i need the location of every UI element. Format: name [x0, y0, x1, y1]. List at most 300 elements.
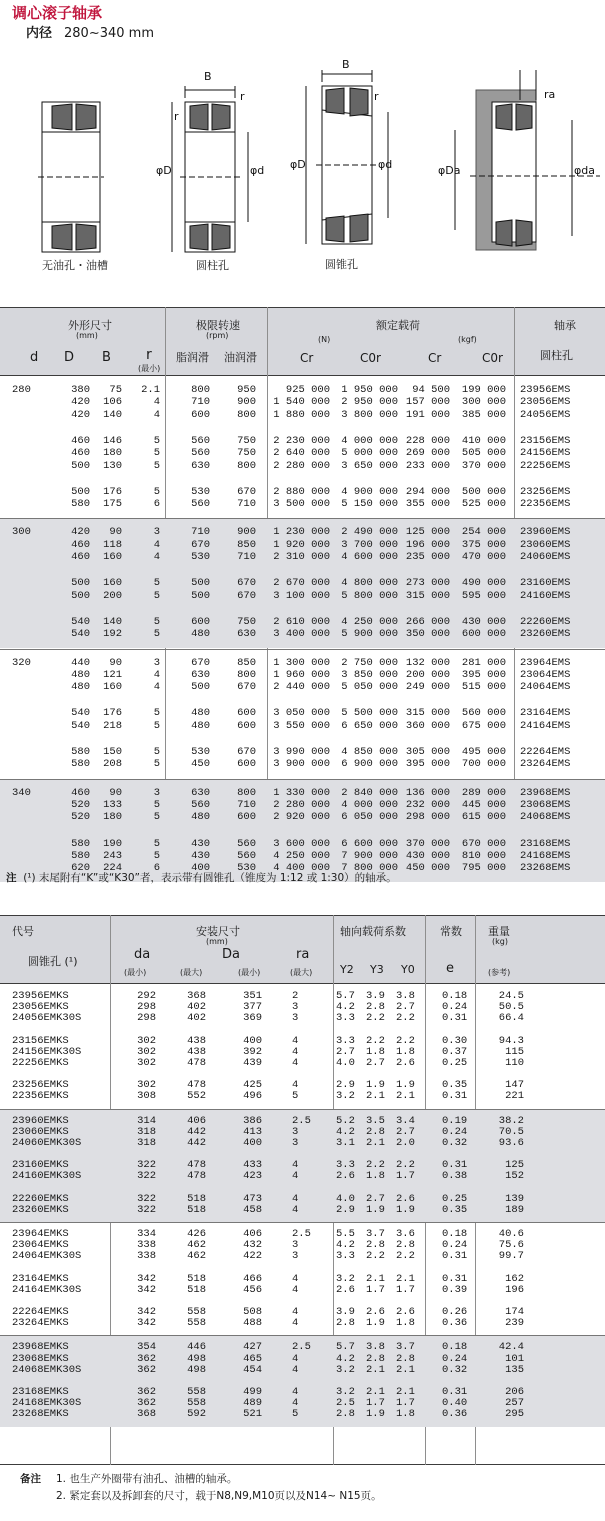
table2-cell: 24160EMK30S [12, 1170, 82, 1183]
table2-cell: 139 [505, 1192, 524, 1205]
table2-cell: 4 [292, 1352, 299, 1365]
table1-cell: 24160EMS [520, 589, 571, 602]
table2-cell: 558 [187, 1386, 206, 1398]
table1-cell: 24056EMS [520, 408, 571, 421]
table1-cell: 5 [153, 746, 160, 758]
label-b-cyl: B [204, 70, 212, 83]
table1-cell: 540 [71, 719, 90, 732]
table1-cell: 3 [153, 786, 160, 799]
table2-cell: 0.24 [442, 1352, 468, 1365]
table2-cell: 334 [137, 1228, 156, 1240]
header-oil: 油润滑 [224, 351, 257, 364]
table2-cell: 23964EMKS [12, 1228, 69, 1240]
table2-cell: 2.8 [396, 1352, 415, 1365]
table1-cell: 460 [71, 538, 90, 551]
label-d-taper: φd [378, 158, 393, 171]
table1-cell: 133 [103, 798, 122, 811]
footnote-label: 注 [6, 872, 17, 884]
table1-cell: 710 [191, 526, 210, 539]
table1-cell: 24156EMS [520, 447, 571, 460]
table2-cell: 406 [187, 1114, 206, 1127]
table1-cell: 125 000 [405, 526, 450, 539]
table1-cell: 595 000 [461, 589, 506, 602]
table1-cell: 106 [103, 396, 122, 409]
table2-cell: 2.6 [396, 1192, 415, 1205]
table2-cell: 23056EMKS [12, 1001, 69, 1014]
table1-cell: 800 [237, 459, 256, 472]
table2-cell: 1.7 [396, 1283, 415, 1296]
header-max-1: (最大) [180, 968, 203, 977]
header-weight: 重量 [488, 925, 510, 938]
table1-cell: 23960EMS [520, 526, 571, 539]
table2-cell: 2.8 [366, 1239, 385, 1252]
table2-top-rule [0, 915, 605, 916]
table1-cell: 520 [71, 811, 90, 824]
table2-cell: 4.0 [336, 1192, 355, 1205]
table1-cell: 850 [237, 656, 256, 669]
table1-cell: 5 [153, 447, 160, 460]
table1-cell: 269 000 [405, 447, 450, 460]
table2-cell: 3 [292, 1001, 299, 1014]
table1-cell: 1 230 000 [273, 526, 330, 539]
table1-cell: 710 [237, 798, 256, 811]
table2-cell: 5 [292, 1408, 299, 1421]
table1-cell: 580 [71, 849, 90, 862]
table2-cell: 438 [187, 1045, 206, 1058]
table2-cell: 174 [505, 1306, 524, 1318]
table2-cell: 2.2 [396, 1034, 415, 1047]
table2-cell: 456 [243, 1283, 262, 1296]
table1-cell: 180 [103, 447, 122, 460]
header-y2: Y2 [340, 963, 354, 976]
table1-cell: 540 [71, 615, 90, 628]
table2-cell: 427 [243, 1341, 262, 1354]
table1-cell: 218 [103, 719, 122, 732]
table1-cell: 200 000 [405, 668, 450, 681]
table1-cell: 4 [153, 551, 160, 563]
table2-cell: 4 [292, 1057, 299, 1069]
bearing-diagrams [0, 50, 605, 295]
table2-cell: 4.2 [336, 1239, 355, 1252]
table1-cell: 190 [103, 837, 122, 850]
table2-cell: 23156EMKS [12, 1034, 69, 1047]
table2-cell: 23956EMKS [12, 990, 69, 1002]
header-const: 常数 [440, 925, 462, 938]
table2-cell: 1.7 [366, 1397, 385, 1410]
table1-cell: 273 000 [405, 577, 450, 590]
table1-cell: 2 750 000 [341, 656, 398, 669]
table1-cell: 490 000 [461, 577, 506, 590]
table2-cell: 508 [243, 1306, 262, 1318]
table1-cell: 410 000 [461, 434, 506, 447]
table2-cell: 362 [137, 1363, 156, 1376]
table2-cell: 2.8 [336, 1317, 355, 1330]
table2-cell: 23160EMKS [12, 1159, 69, 1172]
table1-cell: 232 000 [405, 798, 450, 811]
header-load: 额定载荷 [376, 319, 420, 332]
table1-group-rule-320 [0, 649, 605, 650]
table2-cell: 2.1 [396, 1386, 415, 1398]
table2-cell: 4 [292, 1306, 299, 1318]
table2-cell: 2.1 [366, 1090, 385, 1103]
table1-cell: 22264EMS [520, 746, 571, 758]
header-cr: Cr [300, 351, 314, 365]
table2-cell: 552 [187, 1090, 206, 1103]
header-ref: (参考) [488, 968, 511, 977]
table2-cell: 0.35 [442, 1203, 468, 1216]
table2-cell: 221 [505, 1090, 524, 1103]
table1-cell: 795 000 [461, 862, 506, 875]
table1-cell: 3 100 000 [273, 589, 330, 602]
table2-cell: 0.18 [442, 1228, 468, 1240]
table2-cell: 22256EMKS [12, 1057, 69, 1069]
table1-cell: 23268EMS [520, 862, 571, 875]
table2-cell: 4.2 [336, 1125, 355, 1138]
table1-cell: 520 [71, 798, 90, 811]
table1-cell: 670 [237, 681, 256, 694]
table2-cell: 322 [137, 1203, 156, 1216]
table1-cell: 800 [191, 384, 210, 396]
notes-label: 备注 [20, 1473, 41, 1485]
table2-cell: 2.7 [366, 1192, 385, 1205]
table1-cell: 130 [103, 459, 122, 472]
table2-cell: 458 [243, 1203, 262, 1216]
table1-cell: 191 000 [405, 408, 450, 421]
table1-cell: 6 [153, 498, 160, 511]
table1-cell: 235 000 [405, 551, 450, 563]
table1-cell: 675 000 [461, 719, 506, 732]
table1-cell: 5 [153, 798, 160, 811]
table2-cell: 24068EMK30S [12, 1363, 82, 1376]
table2-cell: 392 [243, 1045, 262, 1058]
header-B: B [102, 350, 111, 365]
label-r-cyl-2: r [174, 110, 179, 123]
table1-cell: 530 [237, 862, 256, 875]
header-ra: ra [296, 947, 310, 962]
table1-cell: 355 000 [405, 498, 450, 511]
table1-cell: 192 [103, 628, 122, 641]
table2-cell: 50.5 [498, 1001, 524, 1014]
table2-cell: 558 [187, 1306, 206, 1318]
table1-cell: 24064EMS [520, 681, 571, 694]
table1-cell: 196 000 [405, 538, 450, 551]
label-Da: φDa [438, 164, 461, 177]
table1-cell: 4 [153, 668, 160, 681]
table2-cell: 23264EMKS [12, 1317, 69, 1330]
table1-cell: 7 900 000 [341, 849, 398, 862]
table1-cell: 470 000 [461, 551, 506, 563]
table1-cell: 380 [71, 384, 90, 396]
table1-cell: 5 000 000 [341, 447, 398, 460]
table2-cell: 496 [243, 1090, 262, 1103]
table1-cell: 3 [153, 656, 160, 669]
header-mount: 安装尺寸 [196, 925, 240, 938]
table1-cell: 670 000 [461, 837, 506, 850]
table1-cell: 430 000 [461, 615, 506, 628]
table2-cell: 2 [292, 990, 299, 1002]
cell-d: 280 [12, 384, 31, 396]
table2-cell: 2.8 [396, 1239, 415, 1252]
table2-cell: 23068EMKS [12, 1352, 69, 1365]
table1-cell: 23068EMS [520, 798, 571, 811]
table1-cell: 90 [109, 786, 122, 799]
table2-cell: 518 [187, 1203, 206, 1216]
table2-cell: 498 [187, 1352, 206, 1365]
table2-cell: 308 [137, 1090, 156, 1103]
table2-cell: 377 [243, 1001, 262, 1014]
table2-cell: 3.2 [336, 1386, 355, 1398]
table2-cell: 4 [292, 1034, 299, 1047]
table1-cell: 370 000 [405, 837, 450, 850]
table1-cell: 176 [103, 707, 122, 720]
table2-cell: 465 [243, 1352, 262, 1365]
table2-group-rule-3 [0, 1335, 605, 1336]
table1-cell: 460 [71, 447, 90, 460]
table1-cell: 266 000 [405, 615, 450, 628]
header-cor: C0r [360, 351, 381, 365]
table2-cell: 42.4 [498, 1341, 524, 1354]
table2-cell: 0.24 [442, 1239, 468, 1252]
label-D-cyl: φD [156, 164, 172, 177]
table2-cell: 2.2 [396, 1250, 415, 1263]
table2-cell: 338 [137, 1250, 156, 1263]
table1-cell: 560 000 [461, 707, 506, 720]
table1-cell: 480 [191, 719, 210, 732]
header-d: d [30, 350, 39, 365]
table2-cell: 298 [137, 1012, 156, 1025]
table2-cell: 162 [505, 1272, 524, 1285]
table2-cell: 2.1 [366, 1137, 385, 1149]
table1-cell: 24168EMS [520, 849, 571, 862]
table1-cell: 5 050 000 [341, 681, 398, 694]
table1-cell: 600 [191, 615, 210, 628]
table2-cell: 125 [505, 1159, 524, 1172]
table1-cell: 600 [237, 811, 256, 824]
header-y3: Y3 [370, 963, 384, 976]
table2-cell: 3.7 [396, 1341, 415, 1354]
table1-cell: 560 [191, 798, 210, 811]
table2-cell: 0.18 [442, 1341, 468, 1354]
table2-cell: 152 [505, 1170, 524, 1183]
table1-cell: 233 000 [405, 459, 450, 472]
table2-cell: 1.9 [366, 1408, 385, 1421]
table2-cell: 322 [137, 1170, 156, 1183]
label-D-taper: φD [290, 158, 306, 171]
table1-cell: 5 [153, 459, 160, 472]
table2-cell: 23164EMKS [12, 1272, 69, 1285]
table2-cell: 1.8 [366, 1170, 385, 1183]
table2-cell: 4 [292, 1363, 299, 1376]
table1-cell: 175 [103, 498, 122, 511]
table1-cell: 2 230 000 [273, 434, 330, 447]
header-cor-kgf: C0r [482, 351, 503, 365]
table2-cell: 24168EMK30S [12, 1397, 82, 1410]
table2-cell: 22260EMKS [12, 1192, 69, 1205]
table1-cell: 560 [191, 498, 210, 511]
table1-cell: 3 550 000 [273, 719, 330, 732]
table1-cell: 5 [153, 758, 160, 771]
table2-cell: 3.2 [336, 1090, 355, 1103]
table2-cell: 488 [243, 1317, 262, 1330]
table1-cell: 950 [237, 384, 256, 396]
table2-cell: 2.5 [292, 1228, 311, 1240]
table2-cell: 3.7 [366, 1228, 385, 1240]
table2-cell: 93.6 [498, 1137, 524, 1149]
table2-cell: 432 [243, 1239, 262, 1252]
table1-cell: 500 [191, 589, 210, 602]
table2-cell: 368 [137, 1408, 156, 1421]
header-grease: 脂润滑 [176, 351, 209, 364]
table2-cell: 478 [187, 1079, 206, 1092]
table1-cell: 6 [153, 862, 160, 875]
table1-cell: 4 850 000 [341, 746, 398, 758]
table1-cell: 560 [237, 849, 256, 862]
table1-cell: 630 [191, 459, 210, 472]
table2-cell: 0.18 [442, 990, 468, 1002]
table2-cell: 0.26 [442, 1306, 468, 1318]
table2-cell: 2.1 [366, 1272, 385, 1285]
table1-cell: 5 [153, 628, 160, 641]
table1-cell: 24068EMS [520, 811, 571, 824]
table1-cell: 4 800 000 [341, 577, 398, 590]
table1-cell: 121 [103, 668, 122, 681]
table2-cell: 2.1 [366, 1386, 385, 1398]
table2-cell: 4 [292, 1386, 299, 1398]
table2-cell: 406 [243, 1228, 262, 1240]
table1-cell: 4 [153, 396, 160, 409]
table2-cell: 3.3 [336, 1250, 355, 1263]
table1-cell: 118 [103, 538, 122, 551]
table1-cell: 1 950 000 [341, 384, 398, 396]
header-unit-n: (N) [318, 335, 331, 344]
table2-cell: 4.2 [336, 1352, 355, 1365]
table1-cell: 1 330 000 [273, 786, 330, 799]
table2-cell: 2.1 [396, 1363, 415, 1376]
table1-footnote [6, 870, 397, 885]
table2-cell: 4 [292, 1170, 299, 1183]
table2-cell: 462 [187, 1250, 206, 1263]
table2-cell: 5.5 [336, 1228, 355, 1240]
table1-cell: 2 950 000 [341, 396, 398, 409]
table2-cell: 70.5 [498, 1125, 524, 1138]
table2-cell: 3.6 [396, 1228, 415, 1240]
table1-cell: 530 [191, 746, 210, 758]
table2-cell: 2.8 [336, 1408, 355, 1421]
table1-cell: 500 [191, 577, 210, 590]
table2-cell: 318 [137, 1125, 156, 1138]
table2-cell: 24.5 [498, 990, 524, 1002]
header-r-min: (最小) [138, 364, 161, 373]
table1-cell: 3 700 000 [341, 538, 398, 551]
table2-cell: 24060EMK30S [12, 1137, 82, 1149]
table2-cell: 3.3 [336, 1159, 355, 1172]
table1-cell: 3 800 000 [341, 408, 398, 421]
table2-cell: 0.31 [442, 1159, 468, 1172]
table2-cell: 2.6 [336, 1170, 355, 1183]
table2-cell: 115 [505, 1045, 524, 1058]
table2-cell: 2.7 [396, 1125, 415, 1138]
table1-cell: 2 440 000 [273, 681, 330, 694]
table2-cell: 66.4 [498, 1012, 524, 1025]
table1-cell: 5 [153, 707, 160, 720]
table2-cell: 3.9 [336, 1306, 355, 1318]
table2-cell: 24156EMK30S [12, 1045, 82, 1058]
table2-cell: 2.8 [366, 1352, 385, 1365]
table1-cell: 300 000 [461, 396, 506, 409]
table1-cell: 385 000 [461, 408, 506, 421]
table1-cell: 615 000 [461, 811, 506, 824]
table2-cell: 24056EMK30S [12, 1012, 82, 1025]
caption-tapered: 圆锥孔 [325, 258, 358, 271]
table1-cell: 670 [237, 746, 256, 758]
table1-cell: 530 [191, 551, 210, 563]
table1-cell: 23264EMS [520, 758, 571, 771]
table2-cell: 2.5 [292, 1341, 311, 1354]
table1-cell: 75 [109, 384, 122, 396]
table2-cell: 1.7 [366, 1283, 385, 1296]
table1-cell: 7 800 000 [341, 862, 398, 875]
table2-cell: 189 [505, 1203, 524, 1216]
table1-cell: 450 000 [405, 862, 450, 875]
table2-cell: 40.6 [498, 1228, 524, 1240]
table1-cell: 900 [237, 396, 256, 409]
table1-cell: 900 [237, 526, 256, 539]
table1-cell: 254 000 [461, 526, 506, 539]
table1-cell: 298 000 [405, 811, 450, 824]
table1-cell: 23260EMS [520, 628, 571, 641]
table2-cell: 423 [243, 1170, 262, 1183]
table1-cell: 400 [191, 862, 210, 875]
table1-cell: 710 [237, 551, 256, 563]
table1-cell: 200 [103, 589, 122, 602]
table1-cell: 176 [103, 485, 122, 498]
table2-cell: 2.5 [292, 1114, 311, 1127]
table1-cell: 24164EMS [520, 719, 571, 732]
table2-cell: 0.32 [442, 1363, 468, 1376]
table2-cell: 0.31 [442, 1250, 468, 1263]
table1-cell: 4 250 000 [273, 849, 330, 862]
header-taper: 圆锥孔 (¹) [28, 955, 78, 968]
table1-cell: 630 [191, 786, 210, 799]
header-dims: 外形尺寸 [68, 319, 112, 332]
table1-cell: 5 [153, 615, 160, 628]
table1-cell: 5 [153, 811, 160, 824]
table2-cell: 362 [137, 1352, 156, 1365]
table2-cell: 478 [187, 1170, 206, 1183]
table2-cell: 1.8 [396, 1408, 415, 1421]
table1-cell: 620 [71, 862, 90, 875]
table1-cell: 315 000 [405, 707, 450, 720]
header-Da: Da [222, 947, 240, 962]
table1-cell: 460 [71, 434, 90, 447]
table1-cell: 600 [237, 707, 256, 720]
table2-cell: 5.2 [336, 1114, 355, 1127]
table1-cell: 430 [191, 837, 210, 850]
table2-cell: 342 [137, 1272, 156, 1285]
table1-cell: 4 600 000 [341, 551, 398, 563]
table2-cell: 101 [505, 1352, 524, 1365]
table1-cell: 90 [109, 526, 122, 539]
table2-cell: 439 [243, 1057, 262, 1069]
note-2: 2. 紧定套以及拆卸套的尺寸，载于N8,N9,M10页以及N14~ N15页。 [56, 1490, 382, 1502]
table1-cell: 24060EMS [520, 551, 571, 563]
cell-d: 320 [12, 656, 31, 669]
table2-cell: 23260EMKS [12, 1203, 69, 1216]
table1-cell: 224 [103, 862, 122, 875]
table1-cell: 430 [191, 849, 210, 862]
table2-cell: 23268EMKS [12, 1408, 69, 1421]
table2-cell: 302 [137, 1045, 156, 1058]
